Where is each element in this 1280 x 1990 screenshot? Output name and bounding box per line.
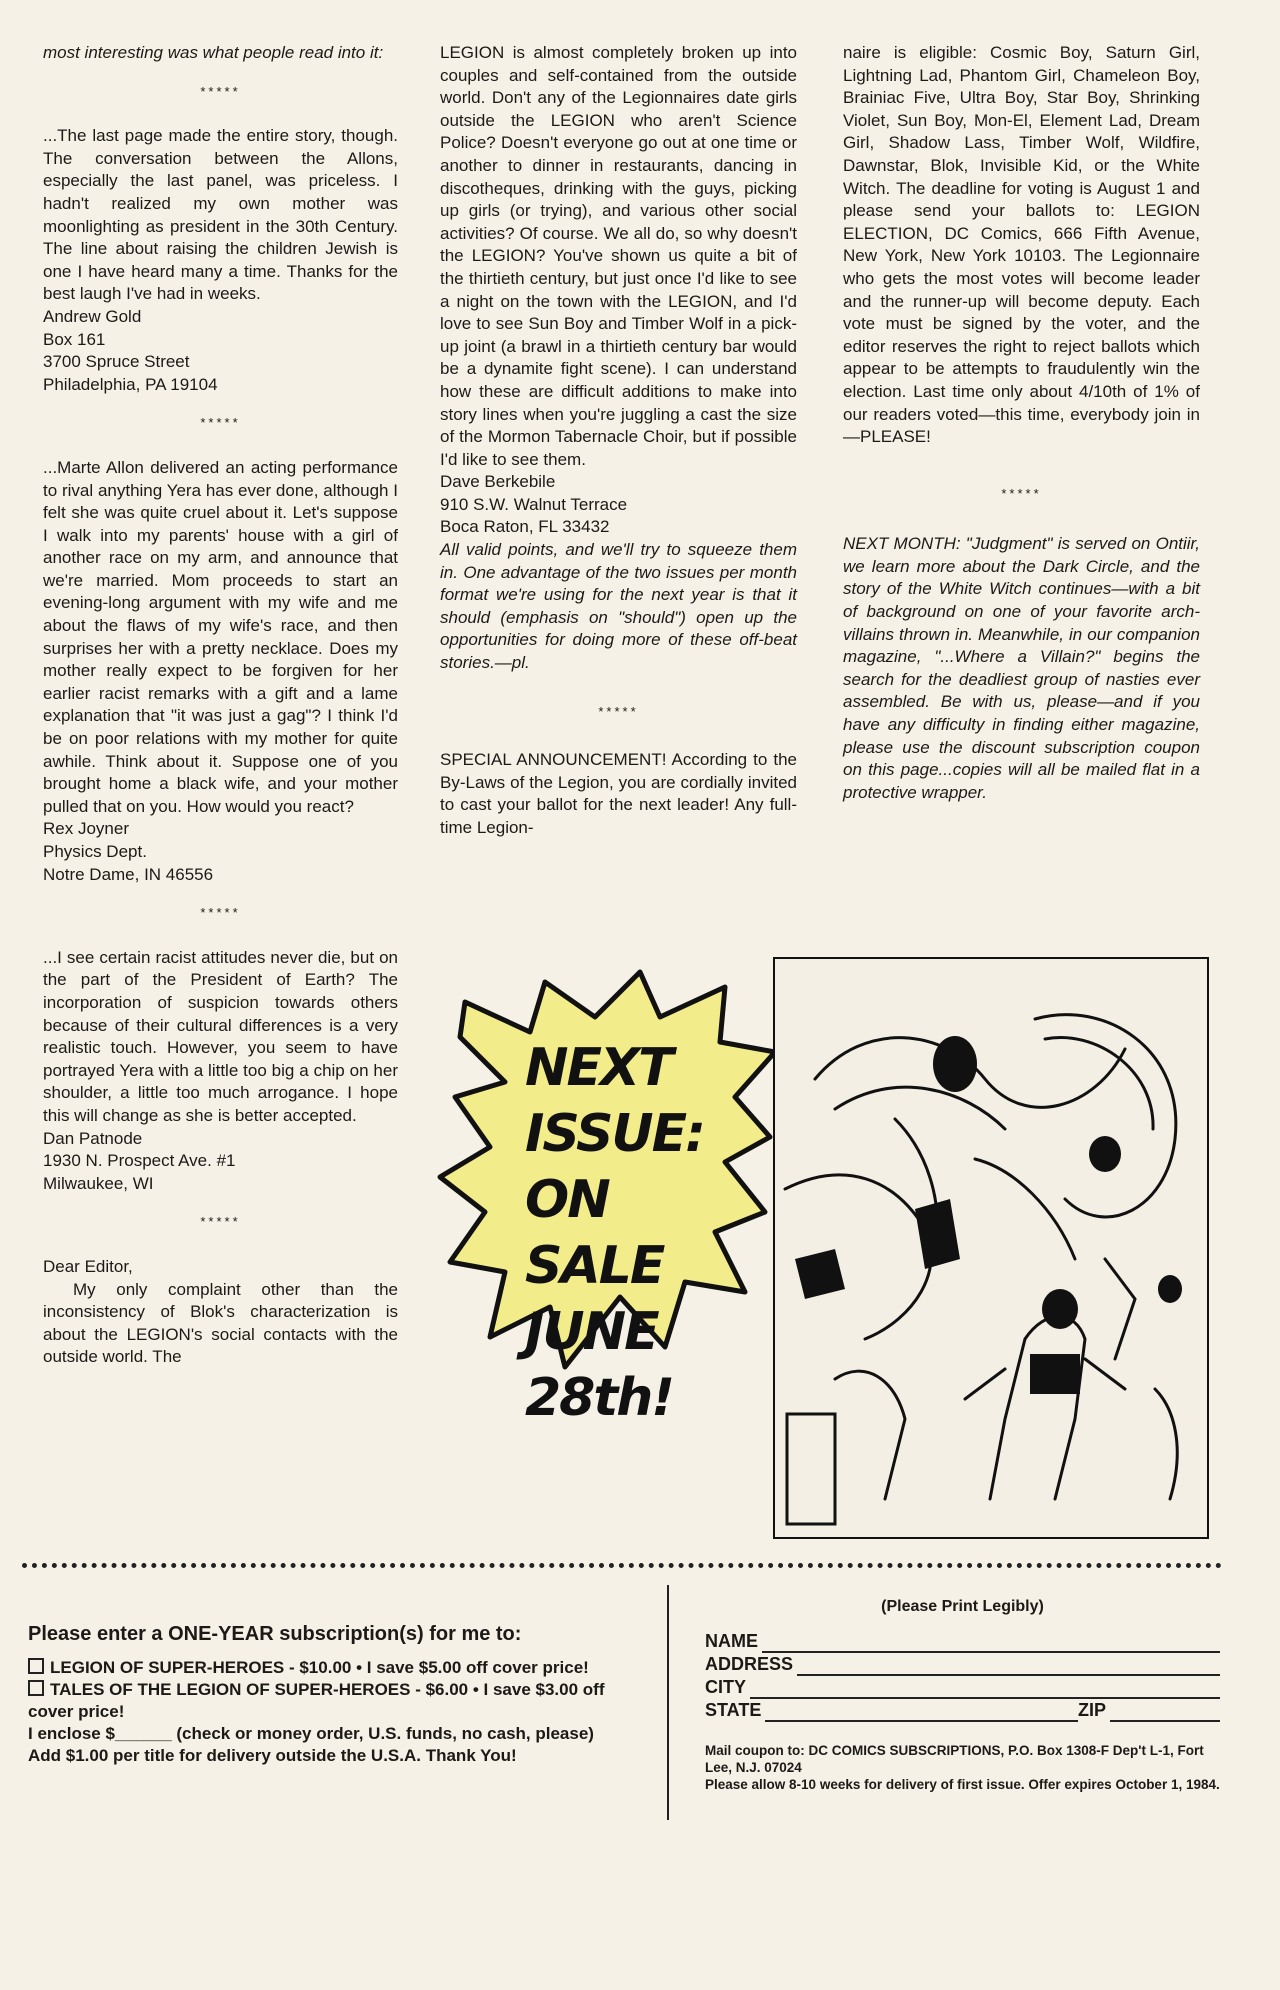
editor-reply: All valid points, and we'll try to squeeze them in. One advantage of the two issues per month format we're using for the next year is that it should (emphasis on "should") open up the opportunities for doing more of these off-beat stories.—pl. <box>440 540 797 673</box>
print-note: (Please Print Legibly) <box>881 1598 1044 1615</box>
coupon-enclose: I enclose $______ (check or money order, U.S. funds, no cash, please) <box>28 1724 594 1743</box>
city-line[interactable] <box>750 1685 1220 1699</box>
letter-signature-line: Milwaukee, WI <box>43 1173 154 1193</box>
letter-body: LEGION is almost completely broken up into couples and self-contained from the outside world. Don't any of the Legionnaires date girls outside the LEGION who aren't Science Police? Doesn't everyone go out at one time or another to dinner in restaurants, dancing in discotheques, drinking with the guys, picking up girls (or trying), and various other social activities? Of course. We all do, so why doesn't the LEGION? You've shown us quite a bit of the thirtieth century, but just once I'd like to see a night on the town with the LEGION, and I'd love to see Sun Boy and Timber Wolf in a pick-up joint (a brawl in a thirtieth century bar would be a dynamite fight scene). I can understand how these are difficult additions to make into story lines when you're juggling a cast the size of the Mormon Tabernacle Choir, but if possible I'd like to see them. <box>440 43 797 469</box>
intro-text: most interesting was what people read into it: <box>43 43 384 62</box>
next-issue-line: ISSUE: <box>525 1104 704 1164</box>
price-box <box>787 1414 835 1524</box>
coupon-option-legion[interactable] <box>28 1657 608 1679</box>
letters-column-1 <box>43 42 398 1369</box>
coupon-delivery-note: Add $1.00 per title for delivery outside the U.S.A. Thank You! <box>28 1746 517 1765</box>
next-issue-line: JUNE <box>525 1302 658 1362</box>
next-issue-line: ON SALE <box>525 1170 664 1296</box>
coupon-option-label: TALES OF THE LEGION OF SUPER-HEROES - $6.00 • I save $3.00 off cover price! <box>28 1680 605 1721</box>
next-month-blurb: NEXT MONTH: "Judgment" is served on Ontiir, we learn more about the Dark Circle, and the story of the White Witch continues—with a bit of background on one of your favorite arch-villains thrown in. Meanwhile, in our companion magazine, "...Where a Villain?" begins the search for the deadliest group of nasties ever assembled. Be with us, please—and if you have any difficulty in finding either magazine, please use the discount subscription coupon on this page...copies will all be mailed flat in a protective wrapper. <box>843 534 1200 802</box>
letter-signature-name: Dave Berkebile <box>440 472 556 492</box>
separator-stars: ***** <box>1001 485 1042 501</box>
letter-salutation: Dear Editor, <box>43 1256 133 1276</box>
field-label: NAME <box>705 1631 758 1651</box>
separator-stars: ***** <box>200 415 241 431</box>
next-issue-line: NEXT <box>525 1038 672 1098</box>
next-issue-line: 28th! <box>525 1368 673 1428</box>
letter-signature-line: Notre Dame, IN 46556 <box>43 864 214 884</box>
separator-stars: ***** <box>200 905 241 921</box>
city-field[interactable] <box>705 1676 1220 1699</box>
separator-stars: ***** <box>200 1214 241 1230</box>
separator-stars: ***** <box>200 83 241 99</box>
letter-signature-line: Boca Raton, FL 33432 <box>440 517 610 537</box>
letter-body: My only complaint other than the inconsistency of Blok's characterization is about the LEGION's social contacts with the outside world. The <box>43 1279 398 1367</box>
coupon-option-tales[interactable] <box>28 1679 608 1723</box>
letters-column-3 <box>843 42 1200 804</box>
separator-stars: ***** <box>598 703 639 719</box>
special-announcement: SPECIAL ANNOUNCEMENT! According to the By-Laws of the Legion, you are cordially invited to cast your ballot for the next leader! Any full-time Legion- <box>440 750 797 837</box>
letters-column-2 <box>440 42 797 840</box>
state-line[interactable] <box>765 1708 1078 1722</box>
letter-signature-name: Andrew Gold <box>43 306 142 326</box>
letter-signature-line: Philadelphia, PA 19104 <box>43 374 218 394</box>
coupon-option-label: LEGION OF SUPER-HEROES - $10.00 • I save $5.00 off cover price! <box>50 1658 589 1677</box>
letter-signature-line: Box 161 <box>43 329 106 349</box>
letter-signature-name: Dan Patnode <box>43 1128 143 1148</box>
delivery-allowance: Please allow 8-10 weeks for delivery of first issue. Offer expires October 1, 1984. <box>705 1777 1220 1792</box>
zip-line[interactable] <box>1110 1708 1220 1722</box>
state-zip-field[interactable] <box>705 1699 1220 1722</box>
checkbox-icon[interactable] <box>28 1680 44 1696</box>
name-line[interactable] <box>762 1639 1220 1653</box>
address-form <box>705 1598 1220 1793</box>
letter-body: ...I see certain racist attitudes never die, but on the part of the President of Earth? The incorporation of suspicion towards others because of their cultural differences is a very realistic touch. However, you seem to have portrayed Yera with a little too big a chip on her shoulder, a little too much arrogance. I hope this will change as she is better accepted. <box>43 947 398 1125</box>
mail-to-address: Mail coupon to: DC COMICS SUBSCRIPTIONS, P.O. Box 1308-F Dep't L-1, Fort Lee, N.J. 07024 <box>705 1743 1204 1775</box>
field-label: CITY <box>705 1677 747 1697</box>
subscription-coupon <box>28 1623 608 1767</box>
coupon-heading: Please enter a ONE-YEAR subscription(s) for me to: <box>28 1623 522 1645</box>
cover-illustration <box>775 959 1207 1537</box>
checkbox-icon[interactable] <box>28 1658 44 1674</box>
field-label: ZIP <box>1077 1700 1106 1720</box>
next-issue-cover-art <box>773 957 1209 1539</box>
address-field[interactable] <box>705 1653 1220 1676</box>
coupon-cut-line <box>22 1563 1222 1568</box>
letter-signature-line: 1930 N. Prospect Ave. #1 <box>43 1151 236 1171</box>
field-label: STATE <box>705 1700 762 1720</box>
coupon-divider <box>667 1585 669 1820</box>
letter-signature-line: 3700 Spruce Street <box>43 352 190 372</box>
field-label: ADDRESS <box>705 1654 794 1674</box>
letter-body: ...Marte Allon delivered an acting performance to rival anything Yera has ever done, although I felt she was quite cruel about it. Let's suppose I walk into my parents' house with a girl of another race on my arm, and announce that we're married. Mom proceeds to start an evening-long argument with my wife and me about the flaws of my wife's race, and then surprises her with a pretty necklace. Does my mother really expect to be forgiven for her earlier racist remarks with a gift and a lame explanation that "it was just a gag"? I think I'd be on poor relations with my mother for quite awhile. Think about it. Suppose one of you brought home a black wife, and your mother pulled that on you. How would you react? <box>43 457 398 816</box>
announcement-continued: naire is eligible: Cosmic Boy, Saturn Girl, Lightning Lad, Phantom Girl, Chameleon Boy, Brainiac Five, Ultra Boy, Star Boy, Shrinking Violet, Sun Boy, Mon-El, Element Lad, Dream Girl, Shadow Lass, Timber Wolf, Wildfire, Dawnstar, Blok, Invisible Kid, or the White Witch. The deadline for voting is August 1 and please send your ballots to: LEGION ELECTION, DC Comics, 666 Fifth Avenue, New York, New York 10103. The Legionnaire who gets the most votes will become leader and the runner-up will become deputy. Each vote must be signed by the voter, and the editor reserves the right to reject ballots which appear to be attempts to fraudulently win the election. Last time only about 4/10th of 1% of our readers voted—this time, everybody join in—PLEASE! <box>843 43 1200 447</box>
letter-signature-line: 910 S.W. Walnut Terrace <box>440 494 628 514</box>
address-line[interactable] <box>797 1662 1220 1676</box>
letter-signature-name: Rex Joyner <box>43 819 129 839</box>
name-field[interactable] <box>705 1630 1220 1653</box>
next-issue-text <box>525 1035 755 1431</box>
letter-body: ...The last page made the entire story, though. The conversation between the Allons, especially the last panel, was priceless. I hadn't realized my own mother was moonlighting as president in the 30th Century. The line about raising the children Jewish is one I have heard many a time. Thanks for the best laugh I've had in weeks. <box>43 126 398 304</box>
letter-signature-line: Physics Dept. <box>43 842 147 861</box>
